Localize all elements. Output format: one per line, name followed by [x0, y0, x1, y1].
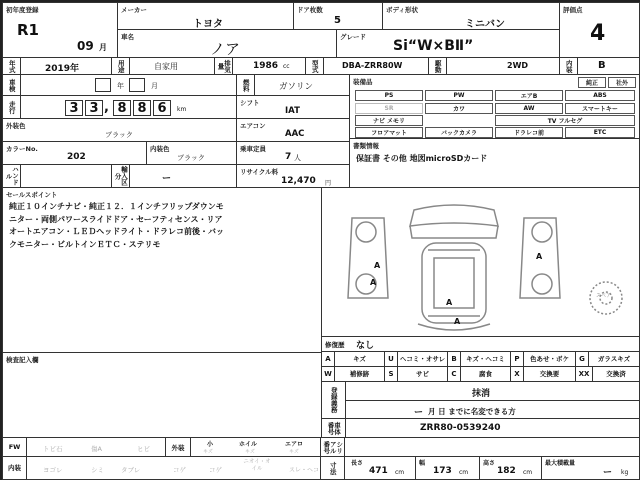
interior-row — [2, 456, 321, 480]
repair-history-label: 修復歴 — [325, 341, 345, 349]
registration-deadline-dash: ー — [414, 408, 424, 418]
interior-color-cell — [146, 141, 237, 165]
width-label: 幅 — [419, 460, 426, 467]
maker-label: メーカー — [121, 6, 147, 14]
equipment-item[interactable]: SR — [355, 103, 423, 114]
year-label: 年式 — [3, 58, 21, 74]
divider — [541, 457, 542, 479]
length-label: 長さ — [351, 460, 364, 467]
color-no-label: カラーNo. — [6, 145, 38, 153]
exterior-color-label: 外装色 — [6, 122, 26, 130]
grade-value: Si“W×BⅡ” — [393, 38, 474, 54]
interior-option[interactable]: コゲ — [209, 466, 222, 474]
shift-cell — [236, 95, 350, 119]
height-value: 182 — [497, 466, 516, 476]
length-unit: cm — [395, 469, 405, 476]
grade-score-label: 評価点 — [563, 6, 583, 14]
documents-value: 保証書 その他 地図microSDカード — [356, 154, 488, 163]
chassis-cell — [321, 418, 640, 438]
interior-option[interactable]: ニオイ・オイル — [243, 459, 271, 472]
exterior-label: 外装 — [165, 438, 191, 456]
model-value: ノア — [210, 40, 241, 58]
drive-value: 2WD — [507, 61, 529, 70]
fuel-value: ガソリン — [279, 82, 314, 92]
equipment-item[interactable]: PW — [425, 90, 493, 101]
legend-item: S サビ — [384, 366, 448, 382]
fw-label: FW — [3, 438, 27, 456]
capacity-unit: 人 — [294, 154, 301, 162]
interior-option[interactable]: タブレ — [121, 466, 141, 474]
fw-option[interactable]: 傷A — [91, 445, 102, 453]
legend-item: C 腐食 — [447, 366, 511, 382]
registration-deadline-text: 月 日 までに名変できる方 — [428, 407, 516, 416]
sales-point-line: クモニター・ビルトインＥＴＣ・ステリモ — [9, 239, 161, 249]
exterior-option-top[interactable]: エアロ — [285, 441, 304, 448]
repair-history-cell — [321, 336, 640, 352]
drive-label: 駆動 — [429, 58, 447, 74]
recycle-value: 12,470 — [281, 176, 316, 186]
recycle-label: リサイクル料 — [240, 168, 279, 176]
model-cell — [117, 29, 337, 58]
aircon-cell — [236, 118, 350, 142]
equipment-item[interactable]: ETC — [565, 127, 635, 138]
max-load-label: 最大積載量 — [545, 460, 576, 467]
aircon-value: AAC — [285, 129, 305, 139]
mileage-digit: 8 — [133, 100, 151, 116]
equipment-item[interactable]: ナビ メモリ — [355, 115, 423, 126]
mileage-digit: 3 — [85, 100, 103, 116]
damage-mark: A — [370, 278, 377, 287]
equipment-item[interactable]: AW — [495, 103, 563, 114]
documents-panel — [349, 138, 640, 188]
inspection-label: 車検 — [3, 75, 21, 95]
equipment-item[interactable]: フロアマット — [355, 127, 423, 138]
shift-value: IAT — [285, 106, 300, 116]
legend-item: X 交換要 — [510, 366, 576, 382]
first-registration-year: R1 — [17, 21, 39, 39]
equipment-item[interactable]: スマートキー — [565, 103, 635, 114]
documents-title: 書類情報 — [353, 142, 379, 150]
color-no-cell — [2, 141, 147, 165]
sales-point-line: ニター・両側パワースライドドア・セーフティセンス・リア — [9, 214, 223, 224]
interior-row-label: 内装 — [3, 457, 27, 479]
capacity-label: 乗車定員 — [240, 145, 266, 153]
interior-grade-cell — [559, 57, 640, 75]
sales-point-panel — [2, 187, 322, 353]
exterior-option-bottom: キズ — [203, 449, 213, 455]
inspection-month-unit: 月 — [151, 82, 158, 90]
mileage-cell — [2, 95, 237, 119]
inspector-notes-title: 検査記入欄 — [6, 356, 39, 364]
inspection-cell — [2, 74, 237, 96]
equipment-panel — [349, 74, 640, 139]
type-label: 型式 — [306, 58, 324, 74]
damage-mark: A — [454, 317, 461, 326]
use-value: 自家用 — [154, 62, 178, 71]
recycle-cell — [236, 164, 350, 188]
displacement-cell — [214, 57, 306, 75]
legend-item: W 補修跡 — [321, 366, 385, 382]
interior-grade-value: B — [598, 60, 606, 71]
import-cell — [111, 164, 237, 188]
sales-point-line: オートエアコン・ＬＥＤヘッドライト・ドラレコ前後・バッ — [9, 227, 225, 236]
handle-cell — [2, 164, 112, 188]
legend-item: A キズ — [321, 351, 385, 367]
year-value: 2019年 — [45, 64, 80, 74]
shift-label: シフト — [240, 99, 260, 107]
damage-mark: A — [374, 261, 381, 270]
chassis-value: ZRR80-0539240 — [420, 423, 501, 433]
equipment-item[interactable]: ABS — [565, 90, 635, 101]
mileage-label: 走行 — [3, 96, 21, 118]
length-value: 471 — [369, 466, 388, 476]
fw-option[interactable]: トビ石 — [43, 445, 63, 453]
interior-grade-label: 内装 — [560, 58, 578, 74]
inspector-notes-panel — [2, 352, 322, 438]
use-label: 用途 — [112, 58, 130, 74]
displacement-unit: cc — [283, 63, 290, 70]
legend-item: U ヘコミ・オサレ — [384, 351, 448, 367]
use-cell — [111, 57, 215, 75]
exterior-option-top[interactable]: 小 — [207, 441, 214, 448]
aftermarket-option[interactable]: 社外 — [608, 77, 636, 88]
fuel-cell — [236, 74, 350, 96]
body-label: ボディ形状 — [386, 6, 418, 14]
genuine-option[interactable]: 純正 — [578, 77, 606, 88]
grade-cell — [336, 29, 560, 58]
grade-score-cell — [559, 2, 640, 58]
exterior-color-cell — [2, 118, 237, 142]
capacity-cell — [236, 141, 350, 165]
mileage-comma: , — [104, 100, 109, 115]
inspection-month-box[interactable] — [129, 78, 145, 92]
max-load-unit: kg — [621, 469, 629, 476]
grade-score-value: 4 — [590, 21, 606, 46]
sales-point-text — [9, 201, 224, 251]
aircon-label: エアコン — [240, 122, 266, 130]
fuel-label: 燃料 — [237, 75, 255, 95]
registration-erase-row — [346, 382, 639, 401]
repair-history-value: なし — [356, 341, 375, 351]
spare-tire-label: スペア — [596, 293, 612, 299]
damage-mark: A — [446, 298, 453, 307]
interior-option[interactable]: シミ — [91, 466, 104, 474]
height-label: 高さ — [483, 460, 496, 467]
first-registration-cell — [2, 2, 118, 58]
import-label: 輸入区分 — [113, 166, 128, 186]
equipment-item[interactable]: バックカメラ — [425, 127, 493, 138]
exterior-color-value: ブラック — [105, 131, 133, 139]
import-value: ー — [162, 174, 172, 184]
fw-row — [2, 437, 321, 457]
body-cell — [382, 2, 560, 30]
equipment-item[interactable]: PS — [355, 90, 423, 101]
interior-option[interactable]: コゲ — [173, 466, 186, 474]
color-no-value: 202 — [67, 152, 86, 162]
body-value: ミニバン — [465, 19, 505, 30]
displacement-label: 排気量 — [216, 59, 231, 73]
capacity-value: 7 — [285, 152, 292, 162]
interior-color-value: ブラック — [177, 154, 205, 162]
registration-erase-value: 抹消 — [472, 389, 491, 399]
dimensions-row — [320, 456, 640, 480]
inspection-year-box[interactable] — [95, 78, 111, 92]
width-value: 173 — [433, 466, 452, 476]
handle-label: ハンドル — [4, 166, 19, 186]
interior-color-label: 内装色 — [150, 145, 170, 153]
serial-label: シリアル番号 — [321, 438, 345, 456]
registration-cell — [321, 381, 640, 419]
drive-cell — [428, 57, 560, 75]
equipment-item[interactable]: カワ — [425, 103, 493, 114]
serial-cell — [320, 437, 640, 457]
chassis-label: 車体番号 — [322, 419, 346, 437]
divider — [415, 457, 416, 479]
sales-point-title: セールスポイント — [6, 191, 58, 199]
equipment-title: 装備品 — [353, 78, 373, 86]
divider — [479, 457, 480, 479]
recycle-unit: 円 — [325, 180, 332, 187]
doors-cell — [293, 2, 383, 30]
displacement-value: 1986 — [253, 61, 279, 71]
exterior-option-bottom: キズ — [289, 449, 299, 455]
legend-item: XX 交換済 — [575, 366, 640, 382]
legend-item: B キズ・ヘコミ — [447, 351, 511, 367]
legend-item: G ガラスキズ — [575, 351, 640, 367]
type-cell — [305, 57, 429, 75]
doors-label: ドア枚数 — [297, 6, 323, 14]
maker-value: トヨタ — [193, 19, 223, 30]
equipment-item[interactable]: エアB — [495, 90, 563, 101]
exterior-option-bottom: キズ — [245, 449, 255, 455]
dimensions-label: 寸法 — [321, 457, 345, 479]
model-label: 車名 — [121, 33, 134, 41]
maker-cell — [117, 2, 294, 30]
exterior-option-top[interactable]: ホイル — [239, 441, 258, 448]
mileage-digit: 8 — [113, 100, 131, 116]
first-registration-month: 09 — [77, 39, 94, 53]
equipment-item[interactable]: TV フルセグ — [495, 115, 635, 126]
month-unit: 月 — [99, 43, 107, 52]
sales-point-line: 純正１０インチナビ・純正１２．１インチフリップダウンモ — [9, 202, 224, 211]
interior-option[interactable]: スレ・ヘコ — [289, 467, 320, 474]
equipment-item[interactable]: ドラレコ前 — [495, 127, 563, 138]
registration-label: 登録義務 — [322, 382, 346, 418]
doors-value: 5 — [334, 15, 341, 26]
damage-mark: A — [536, 252, 543, 261]
car-diagram-panel — [321, 187, 640, 337]
mileage-digit: 6 — [153, 100, 171, 116]
fw-option[interactable]: ヒビ — [137, 445, 150, 453]
interior-option[interactable]: ヨゴレ — [43, 466, 63, 474]
max-load-value: ー — [603, 468, 613, 478]
car-damage-diagram — [322, 188, 640, 337]
year-cell — [2, 57, 112, 75]
mileage-digit: 3 — [65, 100, 83, 116]
type-value: DBA-ZRR80W — [342, 61, 403, 70]
inspection-year-unit: 年 — [117, 82, 124, 90]
height-unit: cm — [523, 469, 533, 476]
legend-item: P 色あせ・ボケ — [510, 351, 576, 367]
first-registration-label: 初年度登録 — [6, 6, 39, 14]
grade-label: グレード — [340, 33, 366, 41]
width-unit: cm — [459, 469, 469, 476]
mileage-unit: km — [177, 106, 187, 113]
